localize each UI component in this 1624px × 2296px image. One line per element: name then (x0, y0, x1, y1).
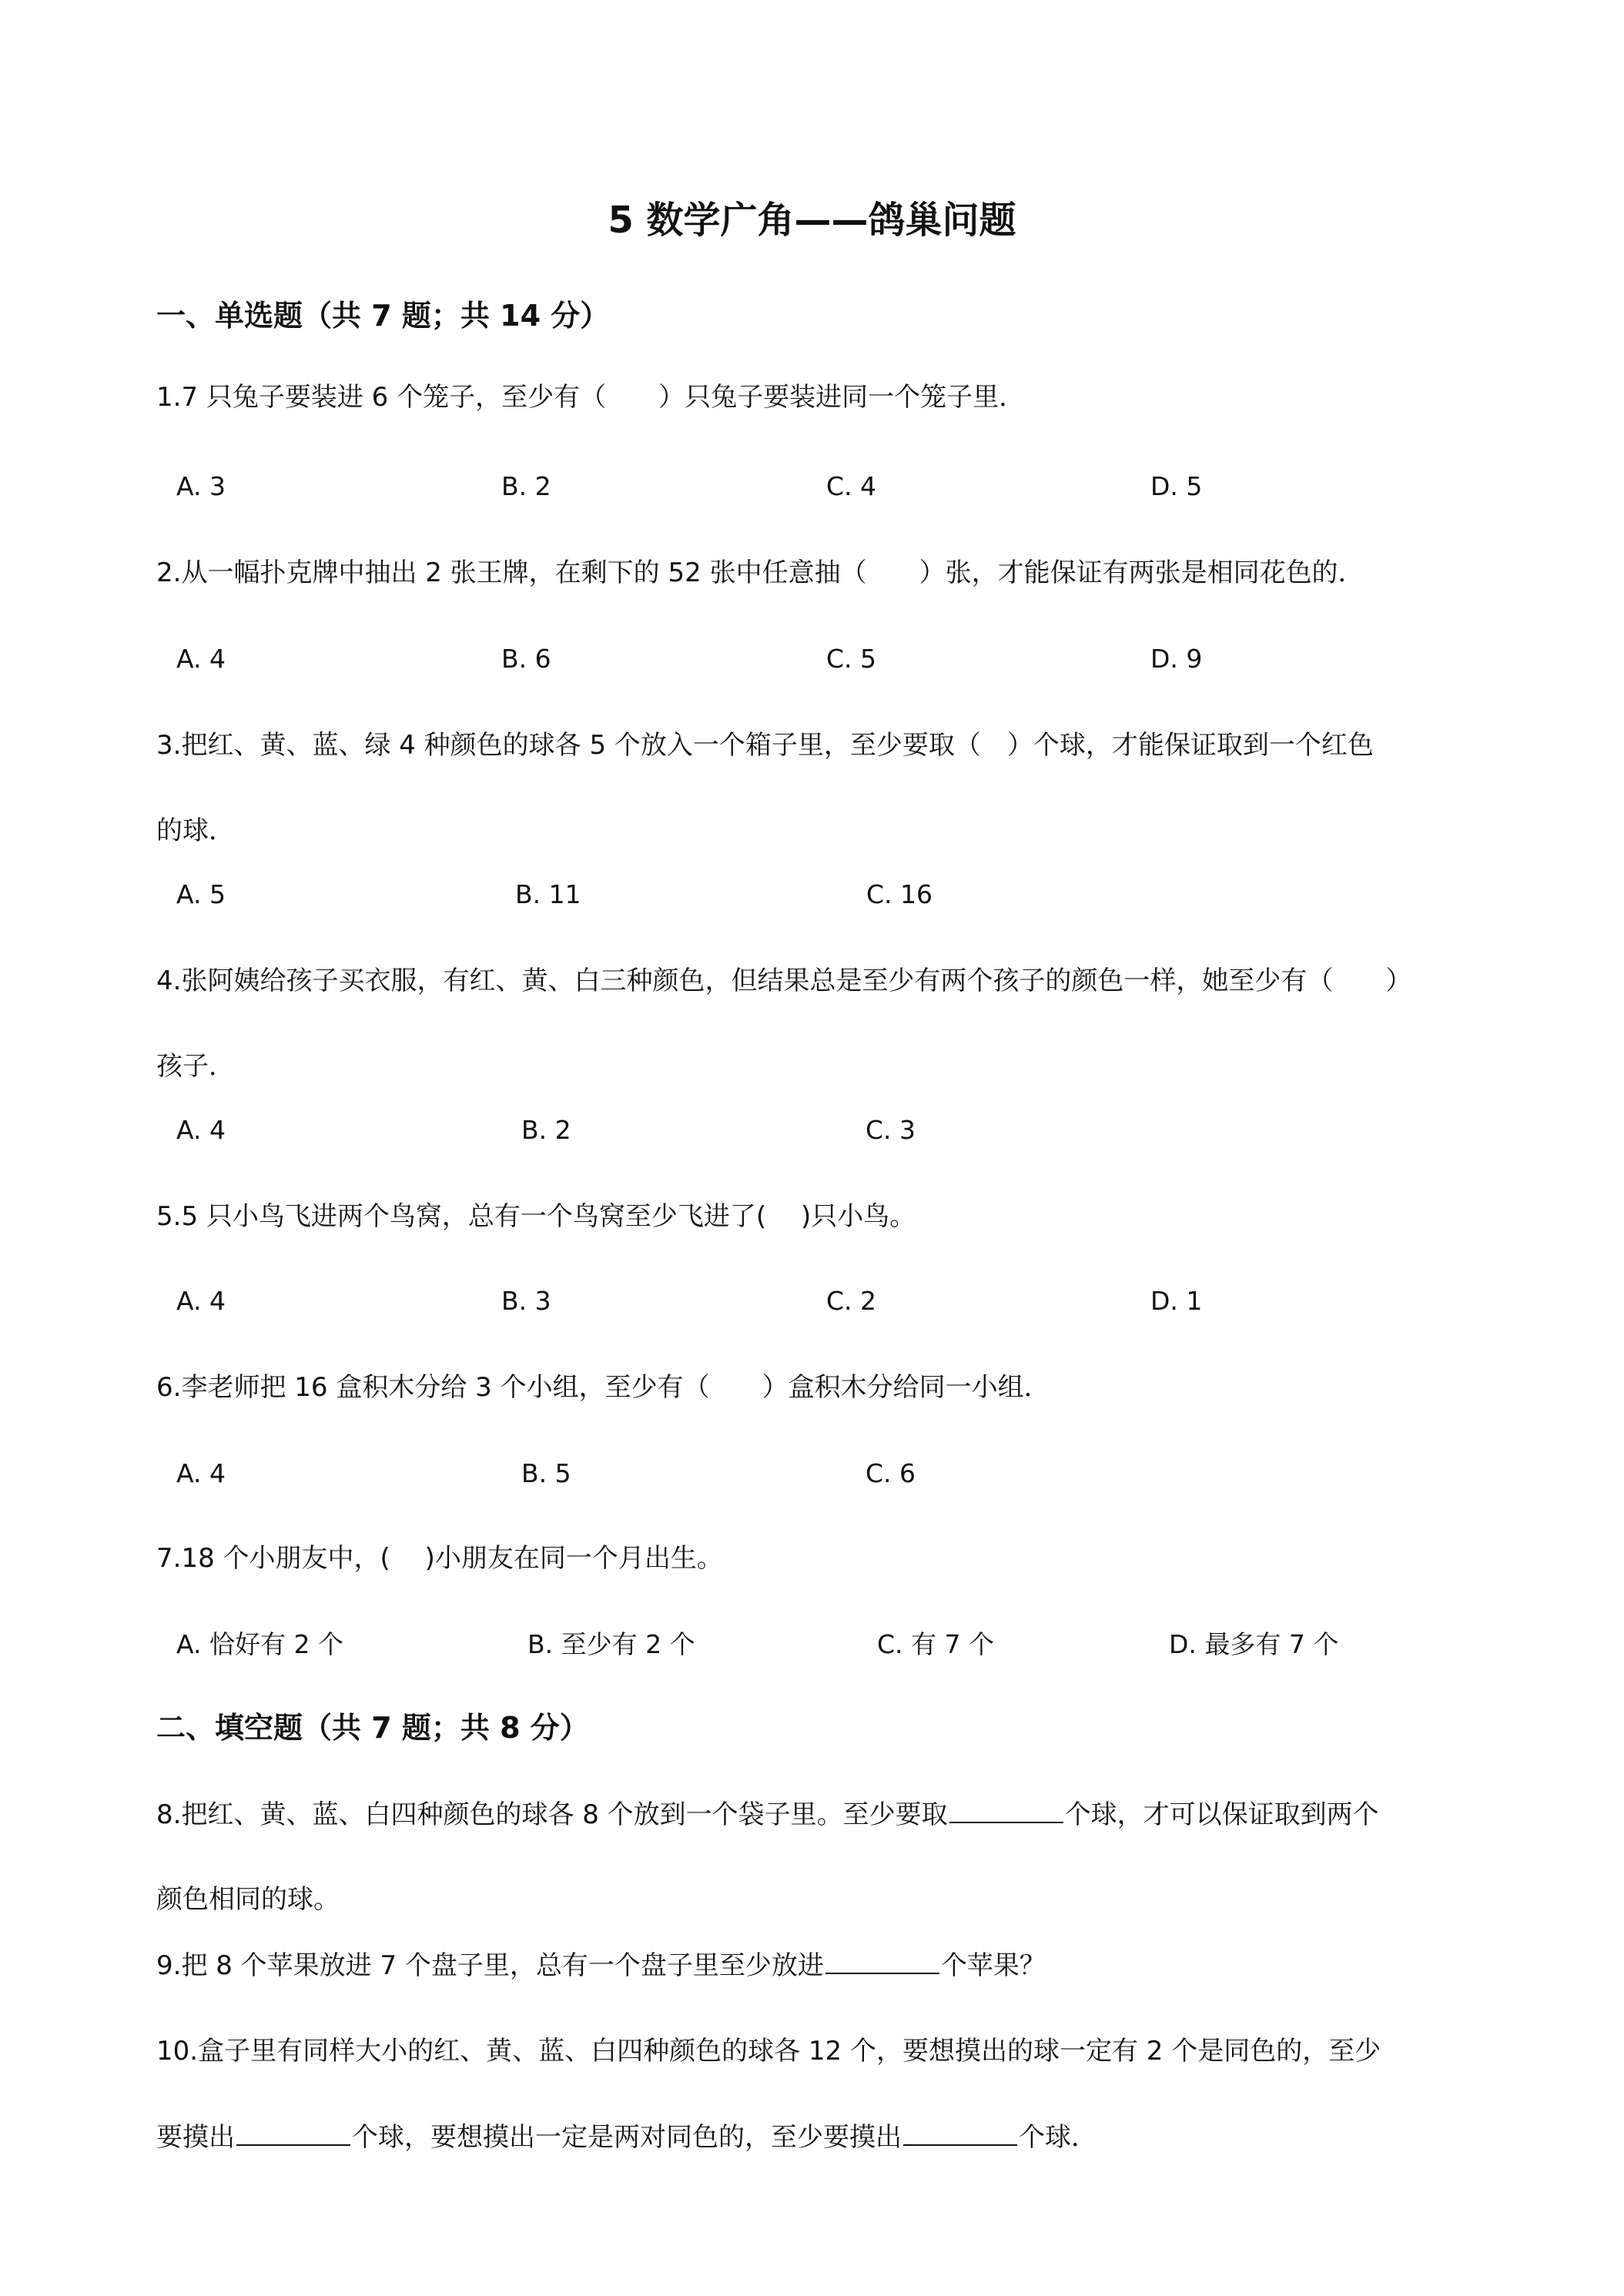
question-9-text-b: 个苹果？ (940, 1950, 1046, 1981)
option-a[interactable]: A. 4 (176, 644, 226, 674)
question-7 (156, 1537, 1481, 1580)
option-b[interactable]: B. 2 (521, 1115, 571, 1145)
question-5 (156, 1195, 1481, 1238)
option-b[interactable]: B. 3 (501, 1286, 551, 1316)
question-3-line-2: 的球． (156, 815, 235, 846)
question-8-text-a: 8.把红、黄、蓝、白四种颜色的球各 8 个放到一个袋子里。至少要取 (156, 1799, 948, 1830)
option-a[interactable]: A. 恰好有 2 个 (176, 1629, 343, 1659)
option-c[interactable]: C. 有 7 个 (877, 1629, 994, 1659)
option-a[interactable]: A. 5 (176, 879, 226, 909)
option-c[interactable]: C. 4 (826, 471, 877, 501)
question-3 (156, 724, 1481, 852)
option-a[interactable]: A. 4 (176, 1286, 226, 1316)
section-heading-single-choice: 一、单选题（共 7 题；共 14 分） (156, 299, 610, 333)
option-b[interactable]: B. 11 (515, 879, 581, 909)
option-a[interactable]: A. 3 (176, 471, 226, 501)
question-4-options (176, 1109, 1485, 1152)
question-6 (156, 1366, 1481, 1409)
answer-blank[interactable] (949, 1792, 1063, 1823)
option-a[interactable]: A. 4 (176, 1458, 226, 1488)
option-b[interactable]: B. 6 (501, 644, 551, 674)
option-c[interactable]: C. 6 (866, 1458, 916, 1488)
option-a[interactable]: A. 4 (176, 1115, 226, 1145)
question-10-text-a: 要摸出 (156, 2122, 235, 2153)
question-1-text: 1.7 只兔子要装进 6 个笼子，至少有（ ）只兔子要装进同一个笼子里． (156, 382, 1026, 413)
option-c[interactable]: C. 2 (826, 1286, 877, 1316)
option-d[interactable]: D. 9 (1150, 644, 1203, 674)
question-3-line-1: 3.把红、黄、蓝、绿 4 种颜色的球各 5 个放入一个箱子里，至少要取（ ）个球，才能保证取到一个红色 (156, 730, 1374, 761)
option-d[interactable]: D. 最多有 7 个 (1169, 1629, 1339, 1659)
question-4 (156, 959, 1481, 1088)
option-c[interactable]: C. 5 (826, 644, 877, 674)
question-3-options (176, 873, 1485, 916)
option-b[interactable]: B. 5 (521, 1458, 571, 1488)
question-2 (156, 551, 1481, 594)
question-4-line-1: 4.张阿姨给孩子买衣服，有红、黄、白三种颜色，但结果总是至少有两个孩子的颜色一样，她至少有（ ） (156, 966, 1412, 996)
question-6-text: 6.李老师把 16 盒积木分给 3 个小组，至少有（ ）盒积木分给同一小组． (156, 1372, 1050, 1403)
answer-blank-2[interactable] (903, 2115, 1017, 2146)
option-b[interactable]: B. 至少有 2 个 (527, 1629, 695, 1659)
question-7-text: 7.18 个小朋友中，( )小朋友在同一个月出生。 (156, 1543, 723, 1574)
option-b[interactable]: B. 2 (501, 471, 551, 501)
option-c[interactable]: C. 16 (866, 879, 933, 909)
question-9-text-a: 9.把 8 个苹果放进 7 个盘子里，总有一个盘子里至少放进 (156, 1950, 824, 1981)
question-8-line-2: 颜色相同的球。 (156, 1884, 340, 1915)
question-7-options (176, 1623, 1485, 1666)
question-10-text-c: 个球． (1019, 2122, 1097, 2153)
question-5-text: 5.5 只小鸟飞进两个鸟窝，总有一个鸟窝至少飞进了( )只小鸟。 (156, 1201, 916, 1232)
option-c[interactable]: C. 3 (866, 1115, 916, 1145)
question-8 (156, 1792, 1481, 1921)
question-9 (156, 1943, 1481, 1987)
question-10-line-1: 10.盒子里有同样大小的红、黄、蓝、白四种颜色的球各 12 个，要想摸出的球一定有 2 个是同色的，至少 (156, 2036, 1381, 2067)
question-8-text-b: 个球，才可以保证取到两个 (1064, 1799, 1379, 1830)
question-4-line-2: 孩子． (156, 1051, 235, 1082)
question-8-line-1 (156, 1792, 1481, 1878)
question-1-options (176, 465, 1485, 508)
question-10-line-2 (156, 2115, 1481, 2158)
answer-blank-1[interactable] (236, 2115, 350, 2146)
question-10-text-b: 个球，要想摸出一定是两对同色的，至少要摸出 (352, 2122, 902, 2153)
answer-blank[interactable] (825, 1943, 939, 1974)
question-2-options (176, 638, 1485, 681)
page-title: 5 数学广角——鸽巢问题 (608, 199, 1016, 242)
question-2-text: 2.从一幅扑克牌中抽出 2 张王牌，在剩下的 52 张中任意抽（ ）张，才能保证有两张是相同花色的． (156, 557, 1364, 588)
option-d[interactable]: D. 5 (1150, 471, 1203, 501)
option-d[interactable]: D. 1 (1150, 1286, 1203, 1316)
question-1 (156, 376, 1481, 419)
question-6-options (176, 1452, 1485, 1495)
section-heading-fill-blank: 二、填空题（共 7 题；共 8 分） (156, 1711, 589, 1745)
question-5-options (176, 1280, 1485, 1323)
question-10 (156, 2030, 1481, 2158)
